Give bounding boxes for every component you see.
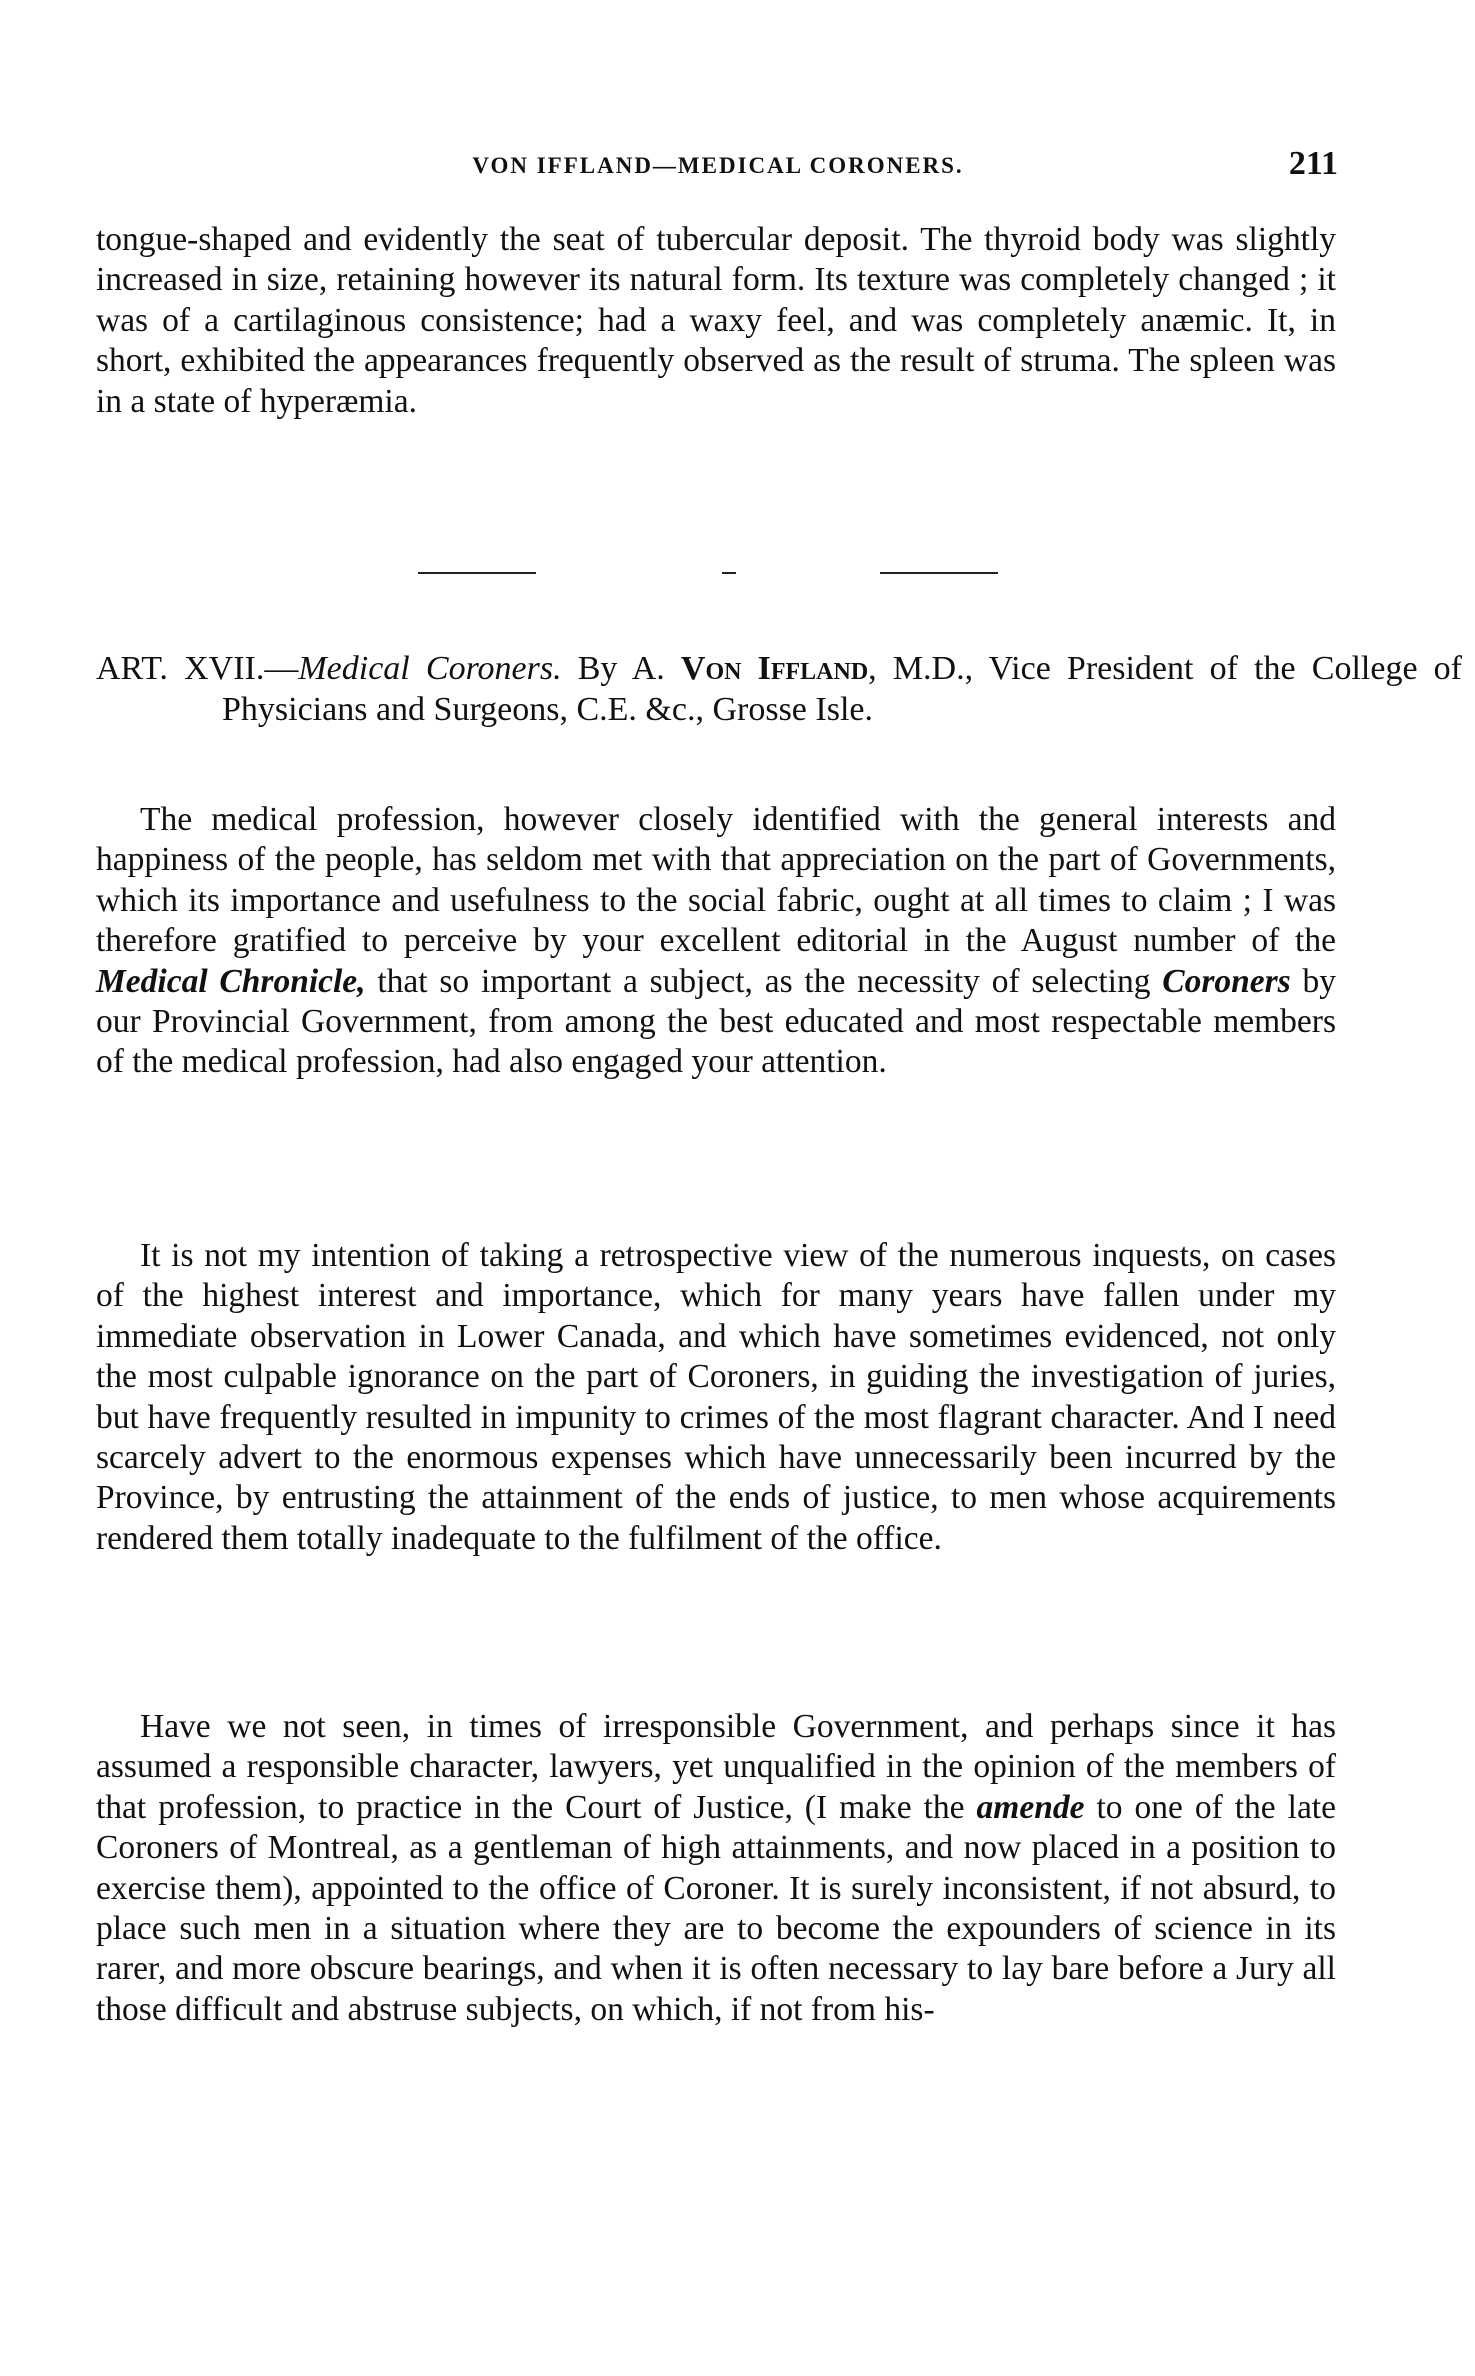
article-heading (96, 648, 1462, 730)
paragraph-text: by our Provincial Government, from among the best educated and most respectable members of the medical profession, had also engaged your attention. (96, 962, 1337, 1081)
body-paragraph-3 (96, 1707, 1336, 2030)
author-name: Von Iffland (680, 650, 869, 687)
byline-prefix: By A. (561, 650, 681, 687)
article-title: Medical Coroners. (298, 650, 562, 687)
body-paragraph-1 (96, 800, 1336, 1083)
paragraph-text: that so important a subject, as the necessity of selecting (365, 962, 1163, 1000)
author-credentials: , M.D., Vice President of the College of Physicians and Surgeons, C.E. &c., Grosse Isle. (222, 650, 1463, 728)
page-number: 211 (1288, 145, 1338, 182)
emphasized-term: amende (976, 1788, 1085, 1826)
emphasized-term: Coroners (1162, 962, 1291, 1000)
article-number: ART. XVII.— (96, 650, 299, 687)
continuation-paragraph: tongue-shaped and evidently the seat of tubercular deposit. The thyroid body was slightly increased in size, retaining however its natural form. Its texture was completely changed ; it was of a cartilaginous consistence; had a waxy feel, and was completely anæmic. It, in short, exhibited the appearances frequently observed as the result of struma. The spleen was in a state of hyperæmia. (96, 221, 1336, 420)
body-paragraph-2: It is not my intention of taking a retrospective view of the numerous inquests, on cases of the highest interest and importance, which for many years have fallen under my immediate observation in Lower Canada, and which have sometimes evidenced, not only the most culpable ignorance on the part of Coroners, in guiding the investigation of juries, but have frequently resulted in impunity to crimes of the most flagrant character. And I need scarcely advert to the enormous expenses which have unnecessarily been incurred by the Province, by entrusting the attainment of the ends of justice, to men whose acquirements rendered them totally inadequate to the fulfilment of the office. (96, 1237, 1336, 1557)
section-divider-rule (418, 572, 536, 574)
paragraph-text: to one of the late Coroners of Montreal, as a gentleman of high attainments, and now placed in a position to exercise them), appointed to the office of Coroner. It is surely inconsistent, if not absurd, to place such men in a situation where they are to become the expounders of science in its rarer, and more obscure bearings, and when it is often necessary to lay bare before a Jury all those difficult and abstruse subjects, on which, if not from his- (96, 1788, 1336, 2028)
section-divider-rule (722, 572, 736, 574)
running-head (98, 146, 1338, 186)
paragraph-text: The medical profession, however closely identified with the general interests and happiness of the people, has seldom met with that appreciation on the part of Governments, which its importance and usefulness to the social fabric, ought at all times to claim ; I was therefore gratified to perceive by your excellent editorial in the August number of the (96, 801, 1336, 960)
running-title: VON IFFLAND—MEDICAL CORONERS. (472, 153, 964, 178)
journal-title: Medical Chronicle, (96, 962, 366, 1000)
section-divider-rule (880, 572, 998, 574)
paragraph-text: Have we not seen, in times of irresponsible Government, and perhaps since it has assumed a responsible character, lawyers, yet unqualified in the opinion of the members of that profession, to practice in the Court of Justice, (I make the (96, 1708, 1336, 1826)
